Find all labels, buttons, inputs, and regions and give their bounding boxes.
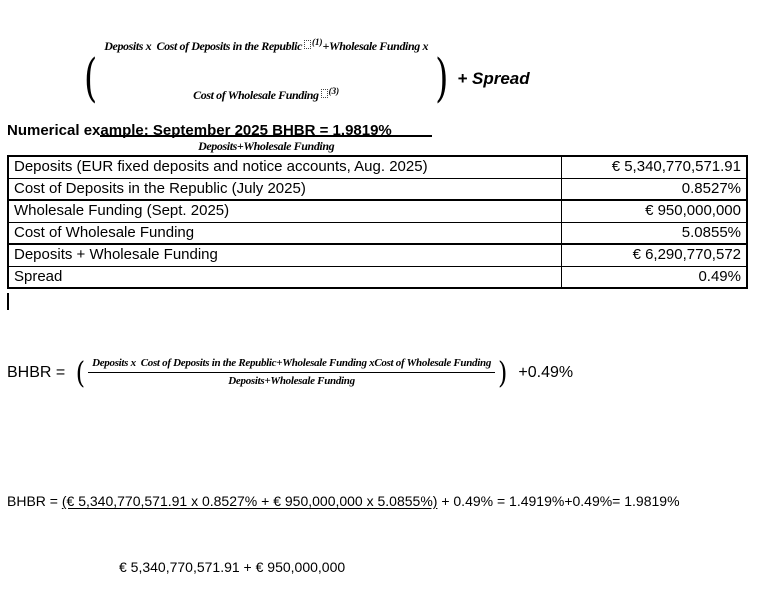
plus-spread-label: + Spread <box>457 69 530 88</box>
bhbr-label: BHBR = <box>7 363 70 381</box>
calculation-line-1 <box>7 490 680 512</box>
missing-glyph-box-icon <box>321 89 328 98</box>
table-row-cost-of-wholesale-funding <box>8 222 747 244</box>
row-value: € 5,340,770,571.91 <box>611 158 741 176</box>
formula-fraction <box>88 357 495 388</box>
row-label: Cost of Deposits in the Republic (July 2025) <box>8 178 561 200</box>
formula-numerator <box>100 5 432 137</box>
formula-numerator: Deposits x Cost of Deposits in the Republic+Wholesale Funding xCost of Wholesale Funding <box>88 357 495 373</box>
table-row-cost-of-deposits <box>8 178 747 200</box>
calculation-result: + 0.49% = 1.4919%+0.49%= 1.9819% <box>437 493 680 509</box>
missing-glyph-box-icon <box>304 40 311 49</box>
row-label: Spread <box>8 266 561 288</box>
formula-denominator: Deposits+Wholesale Funding <box>228 375 355 387</box>
close-paren: ) <box>435 48 449 110</box>
formula-denominator: Deposits+Wholesale Funding <box>198 139 335 153</box>
bhbr-label: BHBR = <box>7 493 62 509</box>
numerator-line-2 <box>104 84 428 103</box>
close-paren: ) <box>498 355 508 390</box>
row-label: Deposits + Wholesale Funding <box>8 244 561 266</box>
row-label: Deposits (EUR fixed deposits and notice accounts, Aug. 2025) <box>8 156 561 178</box>
bhbr-calculation <box>7 446 680 600</box>
row-value: € 6,290,770,572 <box>561 244 747 266</box>
open-paren: ( <box>84 48 98 110</box>
bhbr-formula-with-spread <box>7 357 573 388</box>
row-label: Wholesale Funding (Sept. 2025) <box>8 200 561 222</box>
calculation-numerator: (€ 5,340,770,571.91 x 0.8527% + € 950,000,000 x 5.0855%) <box>61 493 438 509</box>
footnote-ref-1: (1) <box>312 37 323 47</box>
row-value: 0.49% <box>561 266 747 288</box>
numerator-text-3: Cost of Wholesale Funding <box>193 88 319 102</box>
footnote-ref-3: (3) <box>328 86 340 96</box>
numerator-line-1 <box>104 35 428 54</box>
numerical-example-heading: Numerical example: September 2025 BHBR = 1.9819% <box>7 122 392 139</box>
bhbr-inputs-table <box>7 155 748 289</box>
open-paren: ( <box>75 355 86 390</box>
calculation-denominator: € 5,340,770,571.91 + € 950,000,000 <box>119 559 346 575</box>
row-value: 0.8527% <box>561 178 747 200</box>
numerator-text-1: Deposits x Cost of Deposits in the Republic <box>104 39 303 53</box>
table-row-deposits <box>8 156 747 178</box>
row-value: 5.0855% <box>561 222 747 244</box>
plus-spread-value: +0.49% <box>518 363 574 381</box>
row-label: Cost of Wholesale Funding <box>8 222 561 244</box>
row-value: € 950,000,000 <box>561 200 747 222</box>
table-row-deposits-plus-wholesale <box>8 244 747 266</box>
text-cursor[interactable] <box>7 293 9 310</box>
table-row-spread <box>8 266 747 288</box>
table-row-wholesale-funding <box>8 200 747 222</box>
numerator-text-2: +Wholesale Funding x <box>322 39 429 53</box>
